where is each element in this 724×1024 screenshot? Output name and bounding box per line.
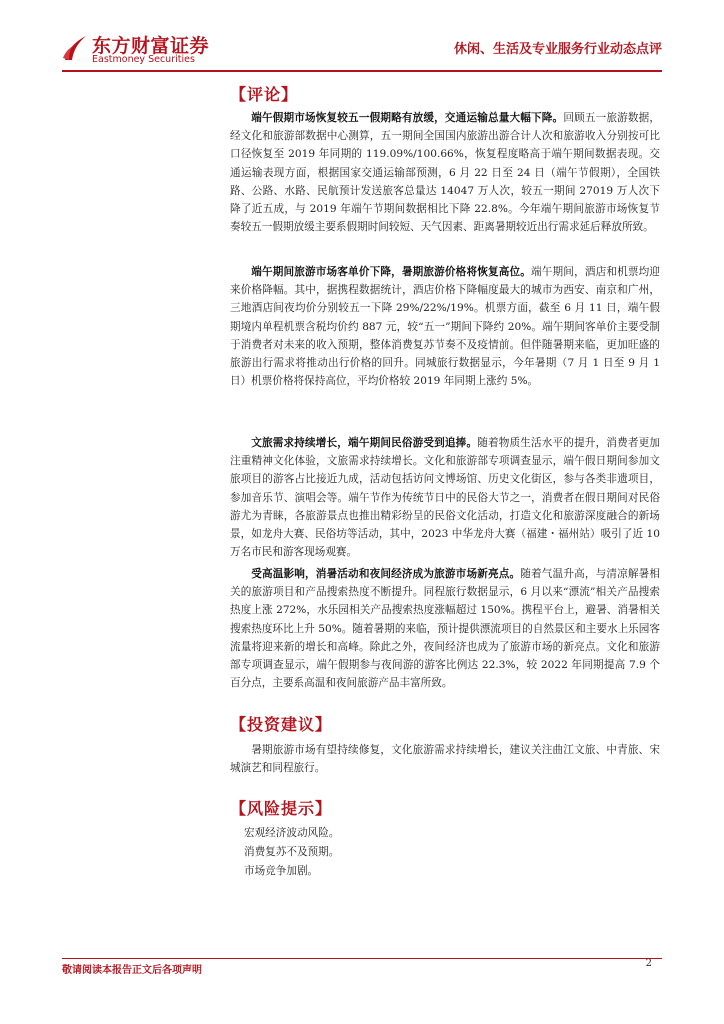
paragraph-lead: 端午期间旅游市场客单价下降，暑期旅游价格将恢复高位。 xyxy=(251,266,532,278)
header-divider xyxy=(62,70,662,72)
risk-item: 市场竞争加剧。 xyxy=(244,865,319,877)
report-title: 休闲、生活及专业服务行业动态点评 xyxy=(453,42,662,57)
footer-divider xyxy=(62,958,662,959)
risk-item: 消费复苏不及预期。 xyxy=(244,846,340,858)
comment-paragraph-3 xyxy=(230,434,660,561)
eastmoney-logo-icon xyxy=(62,34,88,62)
paragraph-body: 随着气温升高，与清凉解暑相关的旅游项目和产品搜索热度不断提升。同程旅行数据显示，6 月以来“漂流”相关产品搜索热度上涨 272%，水乐园相关产品搜索热度涨幅超过 150%。携程平台上，避暑、消暑相关搜索热度环比上升 50%。随着暑期的来临，预计提供漂流项目的自然景区和主要水上乐园客流量将迎来新的增长和高峰。除此之外，夜间经济也成为了旅游市场的新亮点。文化和旅游部专项调查显示，端午假期参与夜间游的游客比例达 22.3%，较 2022 年同期提高 7.9 个百分点，主要系高温和夜间旅游产品丰富所致。 xyxy=(230,568,661,690)
risk-list xyxy=(230,824,660,881)
page-number: 2 xyxy=(645,958,652,969)
investment-body: 暑期旅游市场有望持续修复，文化旅游需求持续增长，建议关注曲江文旅、中青旅、宋城演艺和同程旅行。 xyxy=(230,744,660,775)
comment-paragraph-2 xyxy=(230,263,660,390)
paragraph-lead: 文旅需求持续增长，端午期间民俗游受到追捧。 xyxy=(251,437,478,449)
page-header xyxy=(0,0,724,80)
company-name-en: Eastmoney Securities xyxy=(92,54,195,65)
paragraph-body: 回顾五一旅游数据，经文化和旅游部数据中心测算，五一期间全国国内旅游出游合计人次和旅游收入分别按可比口径恢复至 2019 年同期的 119.09%/100.66%，恢复程度略高于端午期间数据表现。交通运输表现方面，根据国家交通运输部预测，6 月 22 日至 24 日（端午节假期），全国铁路、公路、水路、民航预计发送旅客总量达 14047 万人次，较五一期间 27019 万人次下降了近五成，与 2019 年端午节期间数据相比下降 22.8%。今年端午期间旅游市场恢复节奏较五一假期放缓主要系假期时间较短、天气因素、距离暑期较近出行需求延后释放所致。 xyxy=(230,112,661,234)
comment-paragraph-4 xyxy=(230,565,660,692)
paragraph-lead: 受高温影响，消暑活动和夜间经济成为旅游市场新亮点。 xyxy=(251,568,521,580)
comment-paragraph-1 xyxy=(230,109,660,236)
paragraph-lead: 端午假期市场恢复较五一假期略有放缓，交通运输总量大幅下降。 xyxy=(251,112,564,124)
paragraph-body: 端午期间，酒店和机票均迎来价格降幅。其中，据携程数据统计，酒店价格下降幅度最大的城市为西安、南京和广州，三地酒店间夜均价分别较五一下降 29%/22%/19%。机票方面，截至 6 月 11 日，端午假期境内单程机票含税均价约 887 元，较“五一”期间下降约 20%。端午期间客单价主要受制于消费者对未来的收入预期，整体消费复苏节奏不及疫情前。但伴随暑期来临，更加旺盛的旅游出行需求将推动出行价格的回升。同城旅行数据显示，今年暑期（7 月 1 日至 9 月 1 日）机票价格将保持高位，平均价格较 2019 年同期上涨约 5%。 xyxy=(230,266,660,388)
paragraph-body: 随着物质生活水平的提升，消费者更加注重精神文化体验，文旅需求持续增长。文化和旅游部专项调查显示，端午假日期间参加文旅项目的游客占比接近九成，活动包括访问文博场馆、历史文化街区，参与各类非遗项目，参加音乐节、演唱会等。端午节作为传统节日中的民俗大节之一，消费者在假日期间对民俗游尤为青睐，各旅游景点也推出精彩纷呈的民俗文化活动，打造文化和旅游深度融合的新场景，如龙舟大赛、民俗坊等活动，其中，2023 中华龙舟大赛（福建・福州站）吸引了近 10 万名市民和游客现场观赛。 xyxy=(230,437,660,559)
investment-section-title: 【投资建议】 xyxy=(230,715,333,734)
risk-section-title: 【风险提示】 xyxy=(230,799,333,818)
footer-disclaimer: 敬请阅读本报告正文后各项声明 xyxy=(62,965,202,976)
comment-section-title: 【评论】 xyxy=(230,85,299,104)
risk-item: 宏观经济波动风险。 xyxy=(244,827,340,839)
investment-advice xyxy=(230,741,660,777)
company-name-cn: 东方财富证券 xyxy=(92,35,210,57)
